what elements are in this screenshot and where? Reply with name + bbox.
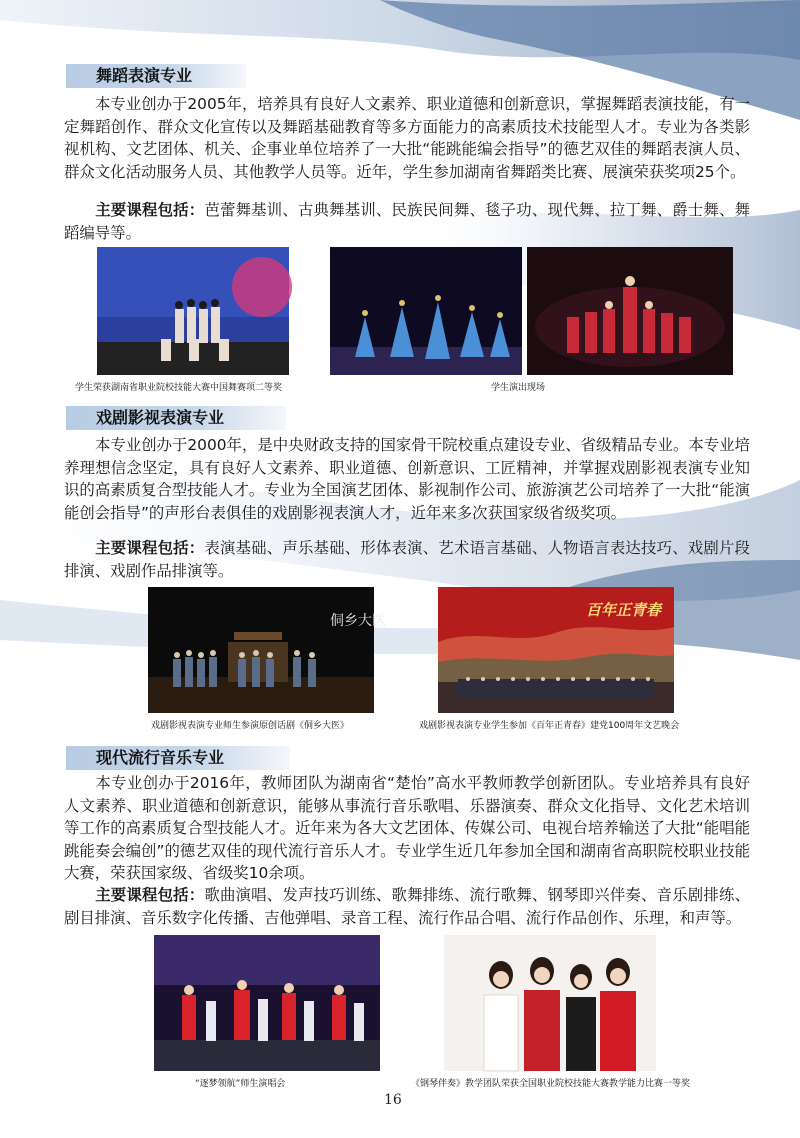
caption-music-team: 《钢琴伴奏》教学团队荣获全国职业院校技能大赛教学能力比赛一等奖 [411,1079,691,1089]
courses-label: 主要课程包括： [95,886,205,904]
courses-text: 芭蕾舞基训、古典舞基训、民族民间舞、毯子功、现代舞、拉丁舞、爵士舞、舞蹈编导等。 [64,201,750,242]
section-courses-music [64,884,750,929]
photo-music-concert [154,935,380,1071]
photo-dance-performance-2 [527,247,733,375]
drama-title-art: 侗乡大医 [330,613,386,629]
photo-drama-play [148,587,386,713]
courses-label: 主要课程包括： [95,539,205,557]
section-courses-dance [64,199,750,244]
section-intro-music [64,772,750,885]
caption-music-concert: “逐梦领航”师生演唱会 [195,1079,286,1089]
gala-title-art: 百年正青春 [586,601,662,619]
section-title-music: 现代流行音乐专业 [66,746,290,770]
courses-label: 主要课程包括： [95,201,205,219]
photo-music-team [444,935,656,1071]
courses-text: 歌曲演唱、发声技巧训练、歌舞排练、流行歌舞、钢琴即兴伴奏、音乐剧排练、剧目排演、音乐数字化传播、吉他弹唱、录音工程、流行作品合唱、流行作品创作、乐理，和声等。 [64,886,750,927]
caption-drama-gala: 戏剧影视表演专业学生参加《百年正青春》建党100周年文艺晚会 [419,721,680,731]
intro-text: 本专业创办于2005年，培养具有良好人文素养、职业道德和创新意识，掌握舞蹈表演技能，有一定舞蹈创作、群众文化宣传以及舞蹈基础教育等多方面能力的高素质技术技能型人才。专业为各类影视机构、文艺团体、机关、企事业单位培养了一大批“能跳能编会指导”的德艺双佳的舞蹈表演人员、群众文化活动服务人员、其他教学人员等。近年，学生参加湖南省舞蹈类比赛、展演荣获奖项25个。 [64,95,750,181]
intro-text: 本专业创办于2016年，教师团队为湖南省“楚怡”高水平教师教学创新团队。专业培养具有良好人文素养、职业道德和创新意识，能够从事流行音乐歌唱、乐器演奏、群众文化指导、文化艺术培训等工作的高素质复合型技能人才。近年来为各大文艺团体、传媒公司、电视台培养输送了大批“能唱能跳能奏会编创”的德艺双佳的现代流行音乐人才。专业学生近几年参加全国和湖南省高职院校职业技能大赛，荣获国家级、省级奖10余项。 [64,774,750,883]
section-title-drama: 戏剧影视表演专业 [66,406,286,430]
caption-drama-play: 戏剧影视表演专业师生参演原创话剧《侗乡大医》 [151,721,350,731]
section-intro-drama [64,434,750,524]
photo-dance-performance-1 [330,247,522,375]
intro-text: 本专业创办于2000年，是中央财政支持的国家骨干院校重点建设专业、省级精品专业。本专业培养理想信念坚定，具有良好人文素养、职业道德、创新意识、工匠精神，并掌握戏剧影视表演专业知识的高素质复合型技能人才。专业为全国演艺团体、影视制作公司、旅游演艺公司培养了一大批“能演能创会指导”的声形台表俱佳的戏剧影视表演人才，近年来多次获国家级省级奖项。 [64,436,750,522]
page-number: 16 [384,1092,402,1108]
caption-dance-performance: 学生演出现场 [491,383,546,393]
photo-drama-gala [438,587,674,713]
section-courses-drama [64,537,750,582]
section-intro-dance [64,93,750,183]
photo-dance-award [97,247,289,375]
courses-text: 表演基础、声乐基础、形体表演、艺术语言基础、人物语言表达技巧、戏剧片段排演、戏剧作品排演等。 [64,539,750,580]
caption-dance-award: 学生荣获湖南省职业院校技能大赛中国舞赛项二等奖 [75,383,283,393]
section-title-dance: 舞蹈表演专业 [66,64,246,88]
